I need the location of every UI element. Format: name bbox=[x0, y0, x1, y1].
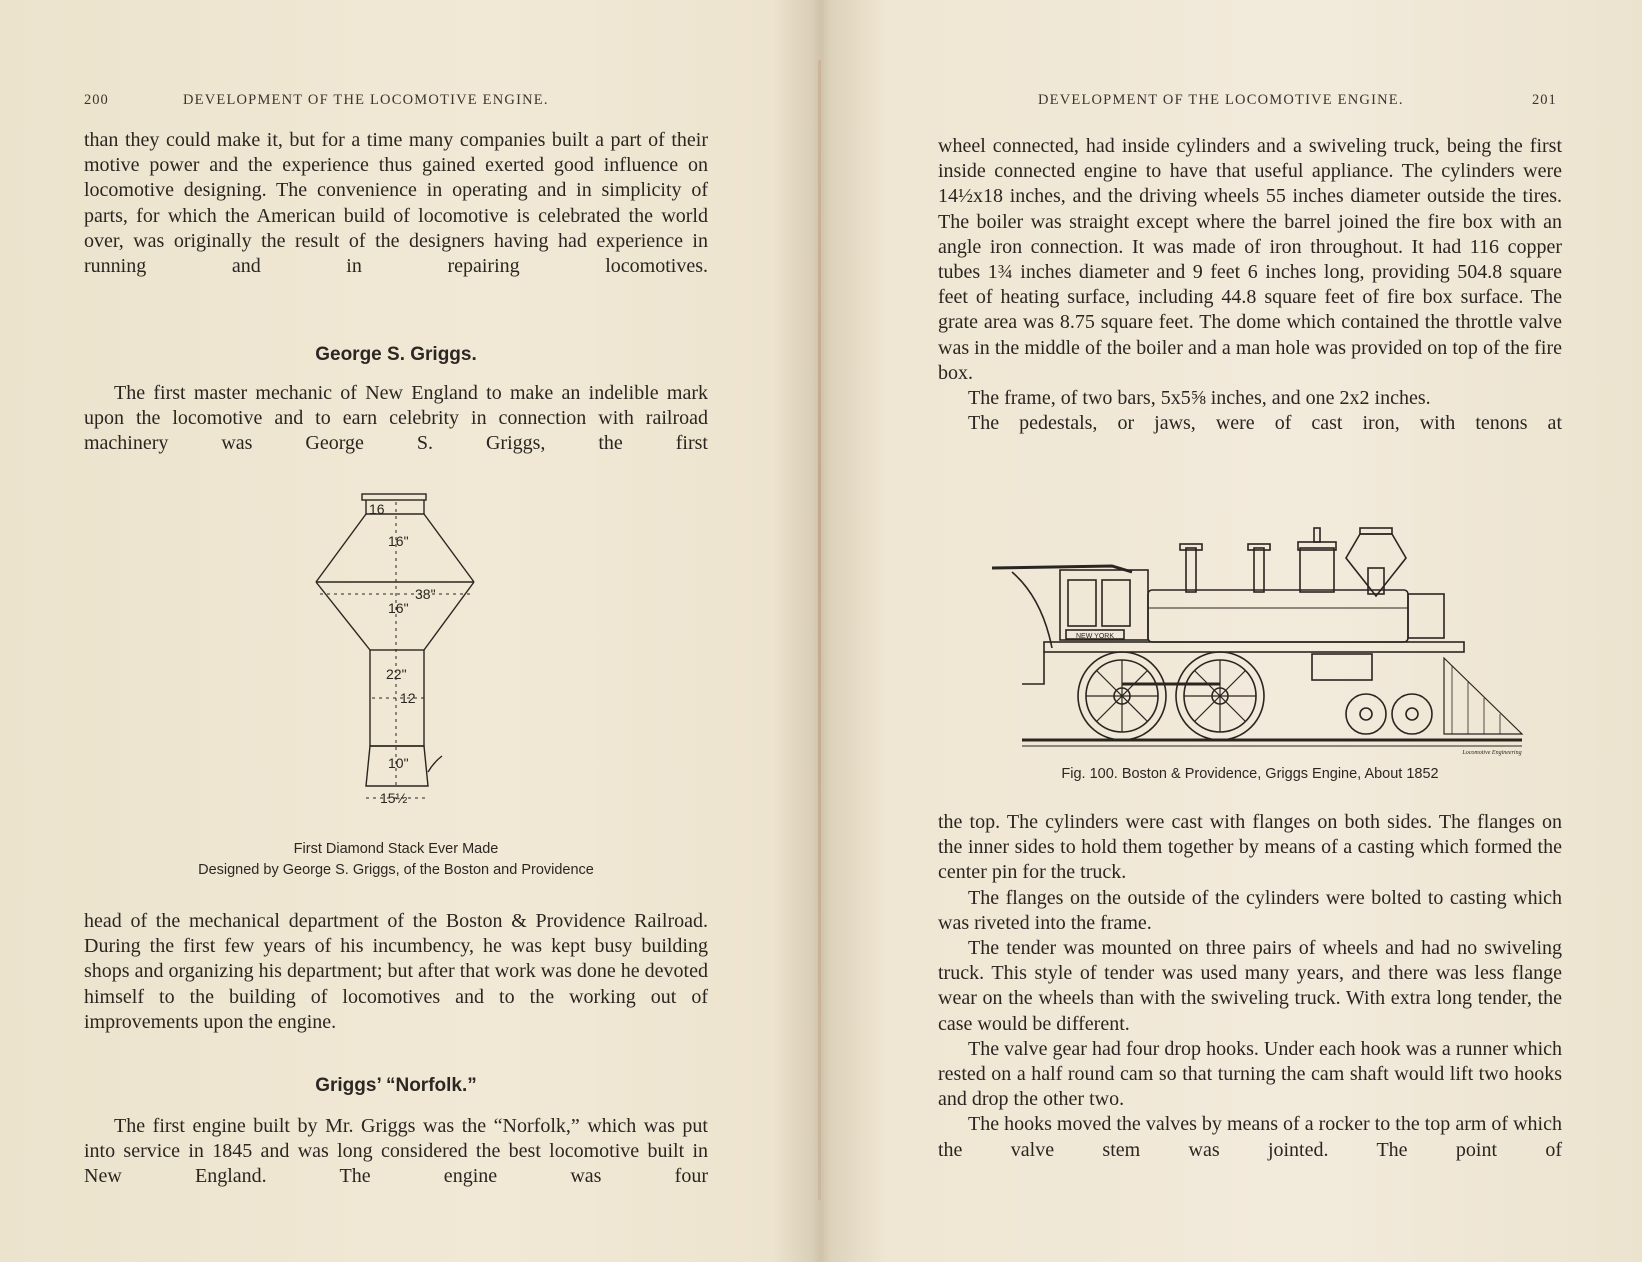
section-heading: George S. Griggs. bbox=[315, 344, 477, 365]
dimension-label: 22" bbox=[386, 666, 407, 682]
body-text-head bbox=[84, 909, 708, 1035]
stack-cone-lower-left bbox=[316, 582, 370, 650]
caption-line: First Diamond Stack Ever Made bbox=[293, 841, 499, 857]
paragraph: the top. The cylinders were cast with flanges on both sides. The flanges on the inner sides to hold them together by means of a casting which formed the center pin for the truck. bbox=[938, 811, 1562, 884]
body-text-right-bottom bbox=[938, 810, 1562, 1163]
paragraph: wheel connected, had inside cylinders and a swiveling truck, being the first inside connected engine to have that useful appliance. The cylinders were 14½x18 inches, and the driving wheels 55 inches diameter outside the tires. The boiler was straight except where the barrel joined the fire box with an angle iron connection. It was made of iron throughout. It had 116 copper tubes 1¾ inches diameter and 9 feet 6 inches long, providing 504.8 square feet of heating surface, including 44.8 square feet of fire box surface. The grate area was 8.75 square feet. The dome which contained the throttle valve was in the middle of the boiler and a man hole was provided on top of the fire box. bbox=[938, 135, 1562, 384]
right-page bbox=[822, 0, 1642, 1262]
page-number: 200 bbox=[84, 92, 109, 108]
dimension-label: 38" bbox=[415, 586, 436, 602]
section-heading: Griggs’ “Norfolk.” bbox=[315, 1075, 477, 1096]
caption-line: Designed by George S. Griggs, of the Boston and Providence bbox=[198, 862, 594, 878]
paragraph: The pedestals, or jaws, were of cast iron, with tenons at bbox=[968, 412, 1562, 435]
paragraph: head of the mechanical department of the Boston & Providence Railroad. During the first few years of his incumbency, he was kept busy building shops and organizing his department; but after that work was done he devoted himself to the building of locomotives and to the working out of improvements upon the engine. bbox=[84, 910, 708, 1033]
figure-caption bbox=[84, 839, 708, 881]
paragraph: The frame, of two bars, 5x5⅝ inches, and one 2x2 inches. bbox=[968, 387, 1431, 410]
cab-label: NEW YORK bbox=[1076, 633, 1114, 640]
body-text-right-top bbox=[938, 134, 1562, 436]
engine-diamond-stack bbox=[1346, 534, 1406, 596]
dimension-label: 16" bbox=[388, 600, 409, 616]
paragraph: The flanges on the outside of the cylinders were bolted to casting which was riveted into the frame. bbox=[938, 886, 1562, 934]
illustration-credit: Locomotive Engineering bbox=[1462, 750, 1522, 756]
page-number: 201 bbox=[1532, 92, 1557, 108]
stack-cone-upper-left bbox=[316, 514, 366, 582]
body-text-top bbox=[84, 128, 708, 279]
paragraph: The hooks moved the valves by means of a rocker to the top arm of which the valve stem was jointed. The point of bbox=[938, 1113, 1562, 1161]
left-page bbox=[0, 0, 820, 1262]
stack-cap bbox=[362, 494, 426, 500]
paragraph: than they could make it, but for a time many companies built a part of their motive power and the experience thus gained exerted good influence on locomotive designing. The convenience in operating and in simplicity of parts, for which the American build of locomotive is celebrated the world over, was originally the result of the designers having had experience in running and in repairing locomotives. bbox=[84, 129, 708, 278]
dimension-label: 16 bbox=[369, 501, 385, 517]
locomotive-illustration bbox=[982, 508, 1542, 756]
paragraph: The first master mechanic of New England to make an indelible mark upon the locomotive and to earn celebrity in connection with railroad machinery was George S. Griggs, the first bbox=[84, 382, 708, 455]
diamond-stack-diagram bbox=[300, 490, 485, 820]
truck-wheel bbox=[1392, 694, 1432, 734]
body-text-griggs bbox=[84, 381, 708, 457]
body-text-norfolk bbox=[84, 1114, 708, 1190]
paragraph: The tender was mounted on three pairs of wheels and had no swiveling truck. This style of tender was used many years, and there was less flange wear on the wheels than with the swiveling truck. With extra long tender, the case would be different. bbox=[938, 937, 1562, 1035]
running-head: DEVELOPMENT OF THE LOCOMOTIVE ENGINE. bbox=[1038, 92, 1404, 108]
dimension-label: 15½ bbox=[380, 790, 408, 806]
running-head: DEVELOPMENT OF THE LOCOMOTIVE ENGINE. bbox=[183, 92, 549, 108]
figure-caption: Fig. 100. Boston & Providence, Griggs Engine, About 1852 bbox=[1061, 766, 1439, 782]
boiler bbox=[1148, 590, 1408, 642]
dimension-label: 12 bbox=[400, 690, 416, 706]
paragraph: The first engine built by Mr. Griggs was the “Norfolk,” which was put into service in 1845 and was long considered the best locomotive built in New England. The engine was four bbox=[84, 1115, 708, 1188]
dimension-label: 16" bbox=[388, 533, 409, 549]
stack-cone-upper-right bbox=[424, 514, 474, 582]
sand-dome bbox=[1300, 548, 1334, 592]
paragraph: The valve gear had four drop hooks. Under each hook was a runner which rested on a half round cam so that turning the cam shaft would lift two hooks and drop the other two. bbox=[938, 1037, 1562, 1111]
truck-wheel bbox=[1346, 694, 1386, 734]
dimension-label: 10" bbox=[388, 755, 409, 771]
